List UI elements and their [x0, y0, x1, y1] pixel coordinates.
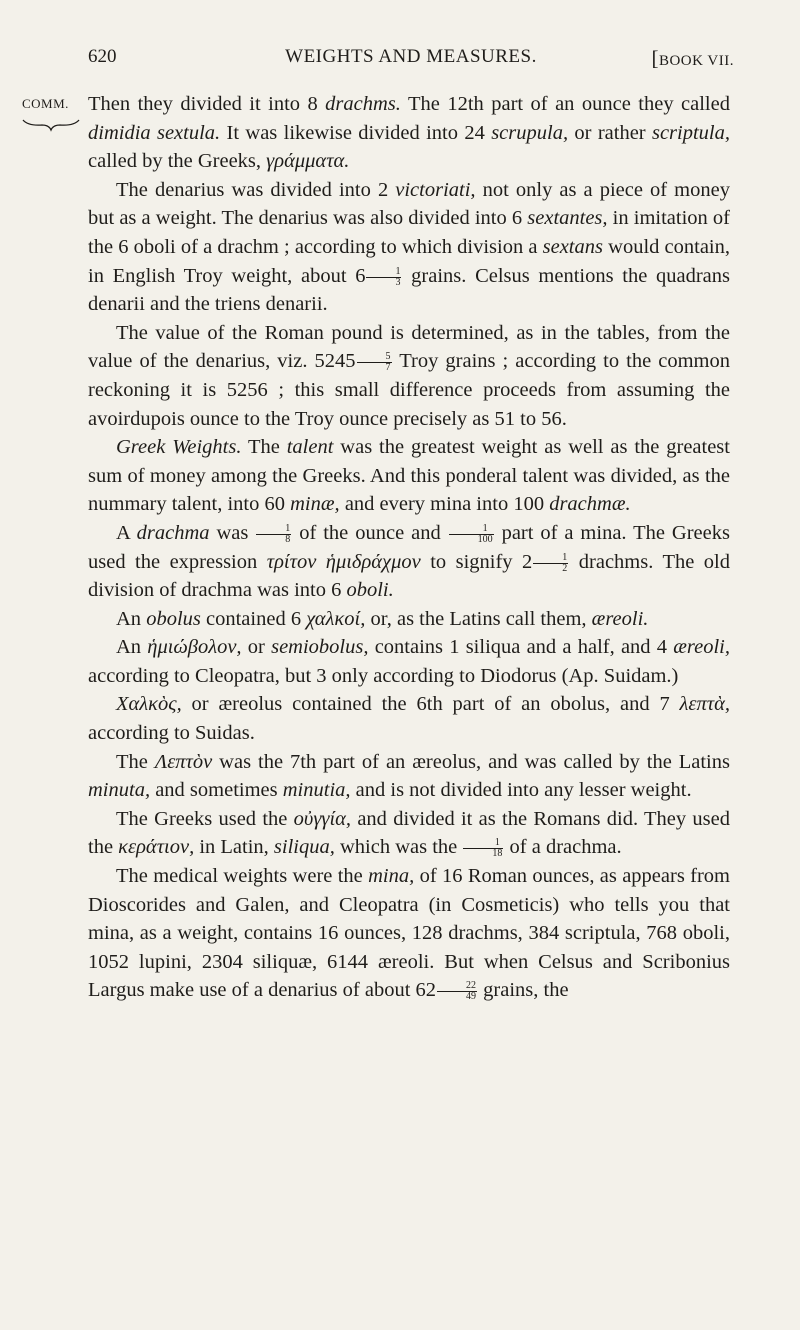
- text-run: An: [116, 607, 147, 630]
- fraction: $\frac{1}{8}$: [256, 524, 291, 545]
- italic-term: mina,: [368, 865, 415, 888]
- italic-term: obolus: [146, 607, 201, 630]
- text-run: Then they divided it into 8: [88, 93, 326, 115]
- text-run: was the greatest weight as well as the greatest sum of money among the Greeks. And this ponderal talent was divided, as the nummary talent, into 60: [88, 436, 730, 516]
- fraction: $\frac{1}{100}$: [449, 524, 494, 545]
- margin-brace-icon: [22, 118, 80, 132]
- text-run: of the ounce and: [292, 521, 448, 544]
- text-run: called by the Greeks,: [88, 150, 267, 173]
- text-run: and divided it as the Romans did. They used the: [88, 807, 730, 859]
- text-run: The denarius was divided into 2: [116, 178, 396, 201]
- text-run: The medical weights were the: [116, 865, 369, 888]
- italic-term: minuta,: [88, 779, 151, 802]
- paragraph: [88, 319, 730, 433]
- text-run: grains, the: [478, 979, 569, 1002]
- greek-term: οὐγγία,: [293, 807, 352, 830]
- italic-term: sextantes,: [527, 207, 608, 230]
- text-run: It was likewise divided into 24: [220, 121, 492, 144]
- greek-term: ἡμιώβολον,: [147, 636, 242, 659]
- text-run: of a drachma.: [504, 836, 622, 859]
- italic-term: siliqua,: [273, 836, 335, 859]
- italic-term: oboli.: [346, 579, 394, 602]
- italic-term: æreoli,: [673, 636, 730, 659]
- text-run: and is not divided into any lesser weight.: [350, 779, 692, 802]
- margin-note: COMM.: [22, 96, 69, 111]
- paragraph: [88, 519, 730, 605]
- fraction: $\frac{22}{49}$: [437, 981, 477, 1002]
- fraction: $\frac{1}{3}$: [366, 267, 401, 288]
- italic-term: scriptula,: [651, 121, 730, 144]
- fraction: $\frac{1}{2}$: [533, 553, 568, 574]
- fraction: $\frac{1}{18}$: [463, 838, 503, 859]
- paragraph: [88, 90, 730, 176]
- text-run: The: [116, 750, 155, 773]
- text-run: A: [116, 521, 137, 544]
- text-run: The 12th part of an ounce they called: [400, 93, 730, 115]
- text-run: The: [241, 436, 287, 459]
- paragraph: [88, 433, 730, 519]
- text-run: would contain, in English Troy weight, about 6: [88, 235, 730, 287]
- italic-term: dimidia sextula.: [88, 121, 221, 144]
- text-run: or, as the Latins call them,: [365, 607, 592, 630]
- fraction: $\frac{5}{7}$: [357, 352, 392, 373]
- text-run: in imitation of the 6 oboli of a drachm ; according to which division a: [88, 207, 730, 258]
- text-run: The value of the Roman pound is determined, as in the tables, from the value of the denarius, viz. 5245: [88, 321, 730, 373]
- italic-term: drachmæ.: [549, 493, 631, 516]
- text-run: part of a mina. The Greeks used the expression: [88, 521, 730, 573]
- italic-term: drachma: [136, 521, 210, 544]
- paragraph: [88, 605, 730, 634]
- text-run: An: [116, 636, 148, 659]
- text-run: Troy grains ; according to the common reckoning it is 5256 ; this small difference proceeds from assuming the avoirdupois ounce to the Troy ounce precisely as 51 to 56.: [88, 350, 730, 430]
- text-run: according to Suidas.: [88, 722, 255, 745]
- italic-term: minæ,: [290, 493, 340, 516]
- text-run: according to Cleopatra, but 3 only according to Diodorus (Ap. Suidam.): [88, 664, 679, 687]
- paragraph: [88, 862, 730, 1005]
- text-run: contains 1 siliqua and a half, and 4: [368, 636, 674, 659]
- greek-term: τρίτον ἡμιδράχμον: [266, 550, 421, 573]
- greek-term: Λεπτὸν: [154, 750, 213, 773]
- book-label: [BOOK VII.: [651, 46, 734, 70]
- running-title: WEIGHTS AND MEASURES.: [285, 46, 537, 67]
- running-header: [88, 46, 734, 74]
- italic-term: semiobolus,: [271, 636, 369, 659]
- text-run: and sometimes: [150, 779, 283, 802]
- greek-term: γράμματα.: [266, 150, 350, 173]
- text-run: not only as a piece of money but as a weight. The denarius was also divided into 6: [88, 178, 730, 230]
- text-run: was the 7th part of an æreolus, and was called by the Latins: [212, 750, 730, 773]
- text-run: and every mina into 100: [339, 493, 550, 516]
- italic-term: minutia,: [282, 779, 351, 802]
- main-text: [88, 90, 730, 1005]
- italic-term: æreoli.: [591, 607, 649, 630]
- text-run: or rather: [568, 121, 652, 144]
- paragraph: [88, 690, 730, 747]
- greek-term: λεπτὰ,: [679, 693, 730, 716]
- paragraph: [88, 805, 730, 862]
- text-run: of 16 Roman ounces, as appears from Dioscorides and Galen, and Cleopatra (in Cosmeticis) who tells you that mina, as a weight, contains 16 ounces, 128 drachms, 384 scriptula, 768 oboli, 1052 lupini, 2304 siliquæ, 6144 æreoli. But when Celsus and Scribonius Largus make use of a denarius of about 62: [88, 865, 730, 1002]
- text-run: grains. Celsus mentions the quadrans denarii and the triens denarii.: [88, 264, 731, 316]
- greek-term: χαλκοί,: [306, 607, 366, 630]
- greek-term: κεράτιον,: [118, 836, 195, 859]
- text-run: which was the: [334, 836, 463, 859]
- italic-term: drachms.: [325, 93, 401, 115]
- italic-term: Greek Weights.: [116, 436, 242, 459]
- italic-term: victoriati,: [395, 178, 476, 201]
- page-number: 620: [88, 46, 117, 67]
- italic-term: sextans: [542, 235, 603, 258]
- text-run: or: [241, 636, 272, 659]
- text-run: in Latin,: [194, 836, 274, 859]
- text-run: contained 6: [200, 607, 307, 630]
- paragraph: [88, 748, 730, 805]
- italic-term: talent: [286, 436, 334, 459]
- text-run: was: [209, 521, 256, 544]
- text-run: drachms. The old division of drachma was into 6: [88, 550, 730, 602]
- text-run: or æreolus contained the 6th part of an obolus, and 7: [181, 693, 680, 716]
- italic-term: scrupula,: [491, 121, 569, 144]
- greek-term: Χαλκὸς,: [116, 693, 182, 716]
- paragraph: [88, 633, 730, 690]
- paragraph: [88, 176, 730, 319]
- text-run: to signify 2: [420, 550, 533, 573]
- text-run: The Greeks used the: [116, 807, 294, 830]
